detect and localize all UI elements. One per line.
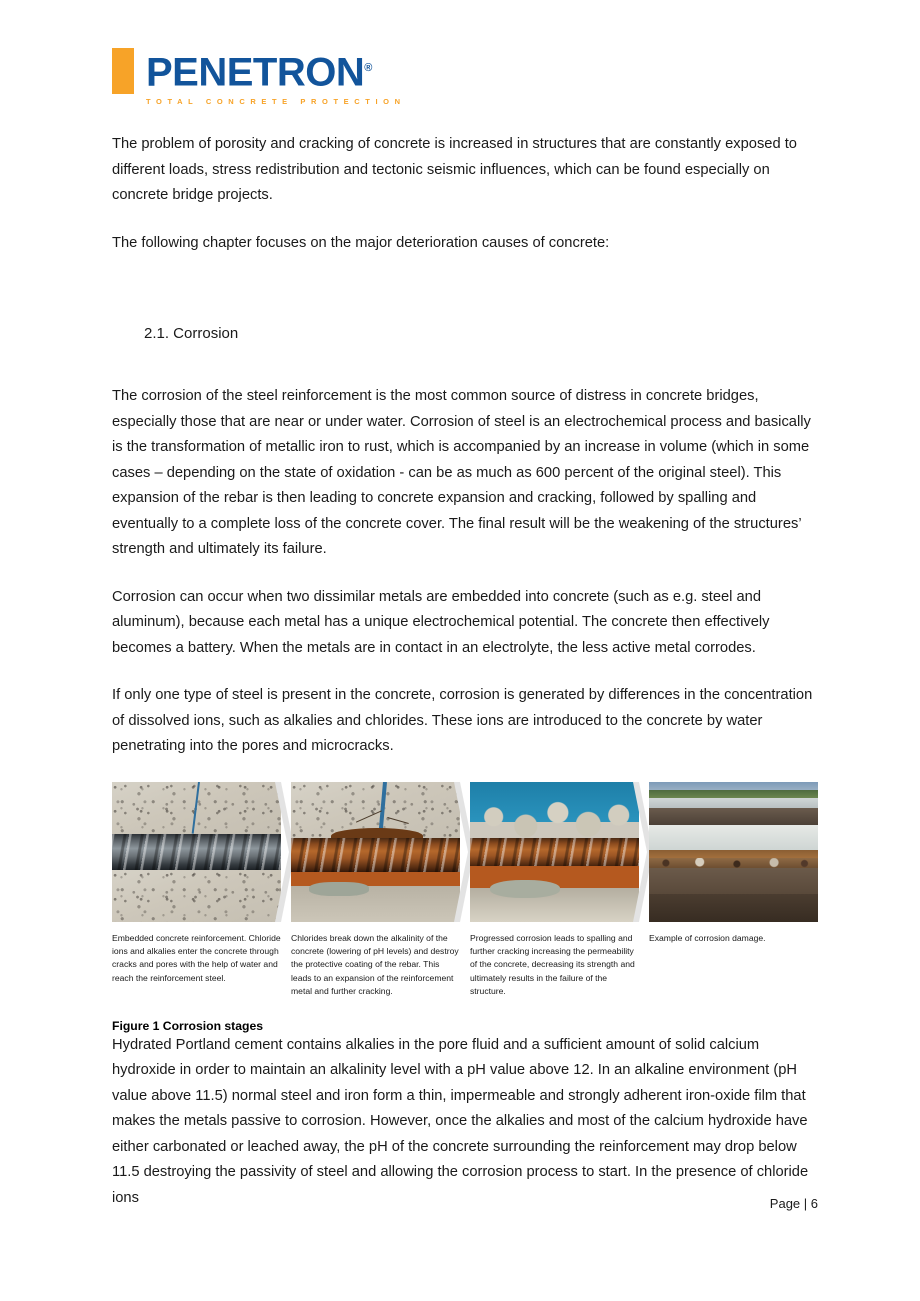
rebar-bar-rusty <box>470 838 639 868</box>
image-progressed-corrosion <box>470 782 639 922</box>
heading-top-spacer <box>112 278 818 300</box>
rebar-ribs <box>291 838 460 872</box>
caption-gap <box>460 932 470 999</box>
figure-panel-3 <box>470 782 639 922</box>
page-header <box>112 48 406 110</box>
heading-bottom-spacer <box>112 346 818 384</box>
shadow-band <box>649 894 818 922</box>
figure-caption-3: Progressed corrosion leads to spalling and further cracking increasing the permeability of the concrete, decreasing its strength and ultimately results in the failure of the structure. <box>470 932 635 997</box>
paragraph-chapter-intro: The following chapter focuses on the major deterioration causes of concrete: <box>112 234 610 251</box>
logo-wordmark <box>146 48 406 95</box>
rebar-ribs <box>470 838 639 868</box>
concrete-bottom-layer <box>112 870 281 922</box>
caption-gap <box>281 932 291 999</box>
figure-image-row <box>112 782 818 922</box>
paragraph-portland-cement-alkalinity: Hydrated Portland cement contains alkalies in the pore fluid and a sufficient amount of solid calcium hydroxide in order to maintain an alkalinity level with a pH value above 12. In an alkaline environment (pH value above 11.5) normal steel and iron form a thin, impermeable and strongly adherent iron-oxide film that makes the metals passive to corrosion. However, once the alkalies and most of the calcium hydroxide have either carbonated or leached away, the pH of the concrete surrounding the reinforcement may drop below 11.5 destroying the passivity of steel and allowing the corrosion process to start. In the presence of chloride ions <box>112 1036 809 1206</box>
paragraph-corrosion-overview: The corrosion of the steel reinforcement is the most common source of distress in concrete bridges, especially those that are near or under water. Corrosion of steel is an electrochemical process and basically is the transformation of metallic iron to rust, which is accompanied by an increase in volume (which in some cases – depending on the state of oxidation - can be as much as 600 percent of the original steel). This expansion of the rebar is then leading to concrete expansion and cracking, followed by spalling and eventually to a complete loss of the concrete cover. The final result will be the weakening of the structures’ strength and ultimately its failure. <box>112 388 811 557</box>
paragraph-dissimilar-metals: Corrosion can occur when two dissimilar metals are embedded into concrete (such as e.g. steel and aluminum), because each metal has a unique electrochemical potential. The concrete then effectively becomes a battery. When the metals are in contact in an electrolyte, the less active metal corrodes. <box>112 588 770 656</box>
logo-tagline: TOTAL CONCRETE PROTECTION <box>146 97 406 107</box>
image-corrosion-damage-photo <box>649 782 818 922</box>
figure-panel-2 <box>291 782 460 922</box>
figure-arrow-gap-1 <box>281 782 291 922</box>
figure-corrosion-stages <box>112 782 818 1033</box>
document-body <box>112 132 818 1233</box>
rebar-bar <box>112 834 281 870</box>
spall-patch <box>490 880 560 898</box>
figure-caption-1: Embedded concrete reinforcement. Chloride ions and alkalies enter the concrete through cracks and pores with the help of water and reach the reinforcement steel. <box>112 932 281 983</box>
logo-orange-bar <box>112 48 134 94</box>
figure-arrow-gap-2 <box>460 782 470 922</box>
spall-patch <box>309 882 369 896</box>
image-embedded-reinforcement <box>112 782 281 922</box>
water-band <box>649 825 818 852</box>
figure-panel-4 <box>649 782 818 922</box>
section-heading-corrosion: 2.1. Corrosion <box>144 325 239 342</box>
spalled-rubble-layer <box>470 800 639 842</box>
caption-gap <box>639 932 649 999</box>
page-number: Page | 6 <box>769 1196 818 1211</box>
figure-caption-row <box>112 932 818 999</box>
logo-wordmark-text: PENETRON <box>146 50 365 95</box>
rebar-bar-rusty <box>291 838 460 872</box>
paragraph-porosity-cracking: The problem of porosity and cracking of concrete is increased in structures that are constantly exposed to different loads, stress redistribution and tectonic seismic influences, which can be found especially on concrete bridge projects. <box>112 136 797 203</box>
logo-text-block <box>146 48 406 106</box>
page-footer <box>112 1196 818 1211</box>
rebar-ribs <box>112 834 281 870</box>
figure-caption-4: Example of corrosion damage. <box>649 932 766 943</box>
concrete-soffit-band <box>649 868 818 896</box>
penetron-logo <box>112 48 406 106</box>
figure-caption-2: Chlorides break down the alkalinity of the concrete (lowering of pH levels) and destroy the protective coating of the rebar. This leads to an expansion of the reinforcement metal and further cracking. <box>291 932 459 997</box>
figure-label: Figure 1 Corrosion stages <box>112 1018 264 1033</box>
exposed-aggregate-band <box>649 858 818 868</box>
paragraph-single-steel-type: If only one type of steel is present in the concrete, corrosion is generated by differences in the concentration of dissolved ions, such as alkalies and chlorides. These ions are introduced to the concrete by water penetrating into the pores and microcracks. <box>112 687 813 754</box>
parapet-band <box>649 808 818 826</box>
image-chloride-attack <box>291 782 460 922</box>
figure-panel-1 <box>112 782 281 922</box>
registered-trademark-icon: ® <box>364 62 372 74</box>
figure-arrow-gap-3 <box>639 782 649 922</box>
